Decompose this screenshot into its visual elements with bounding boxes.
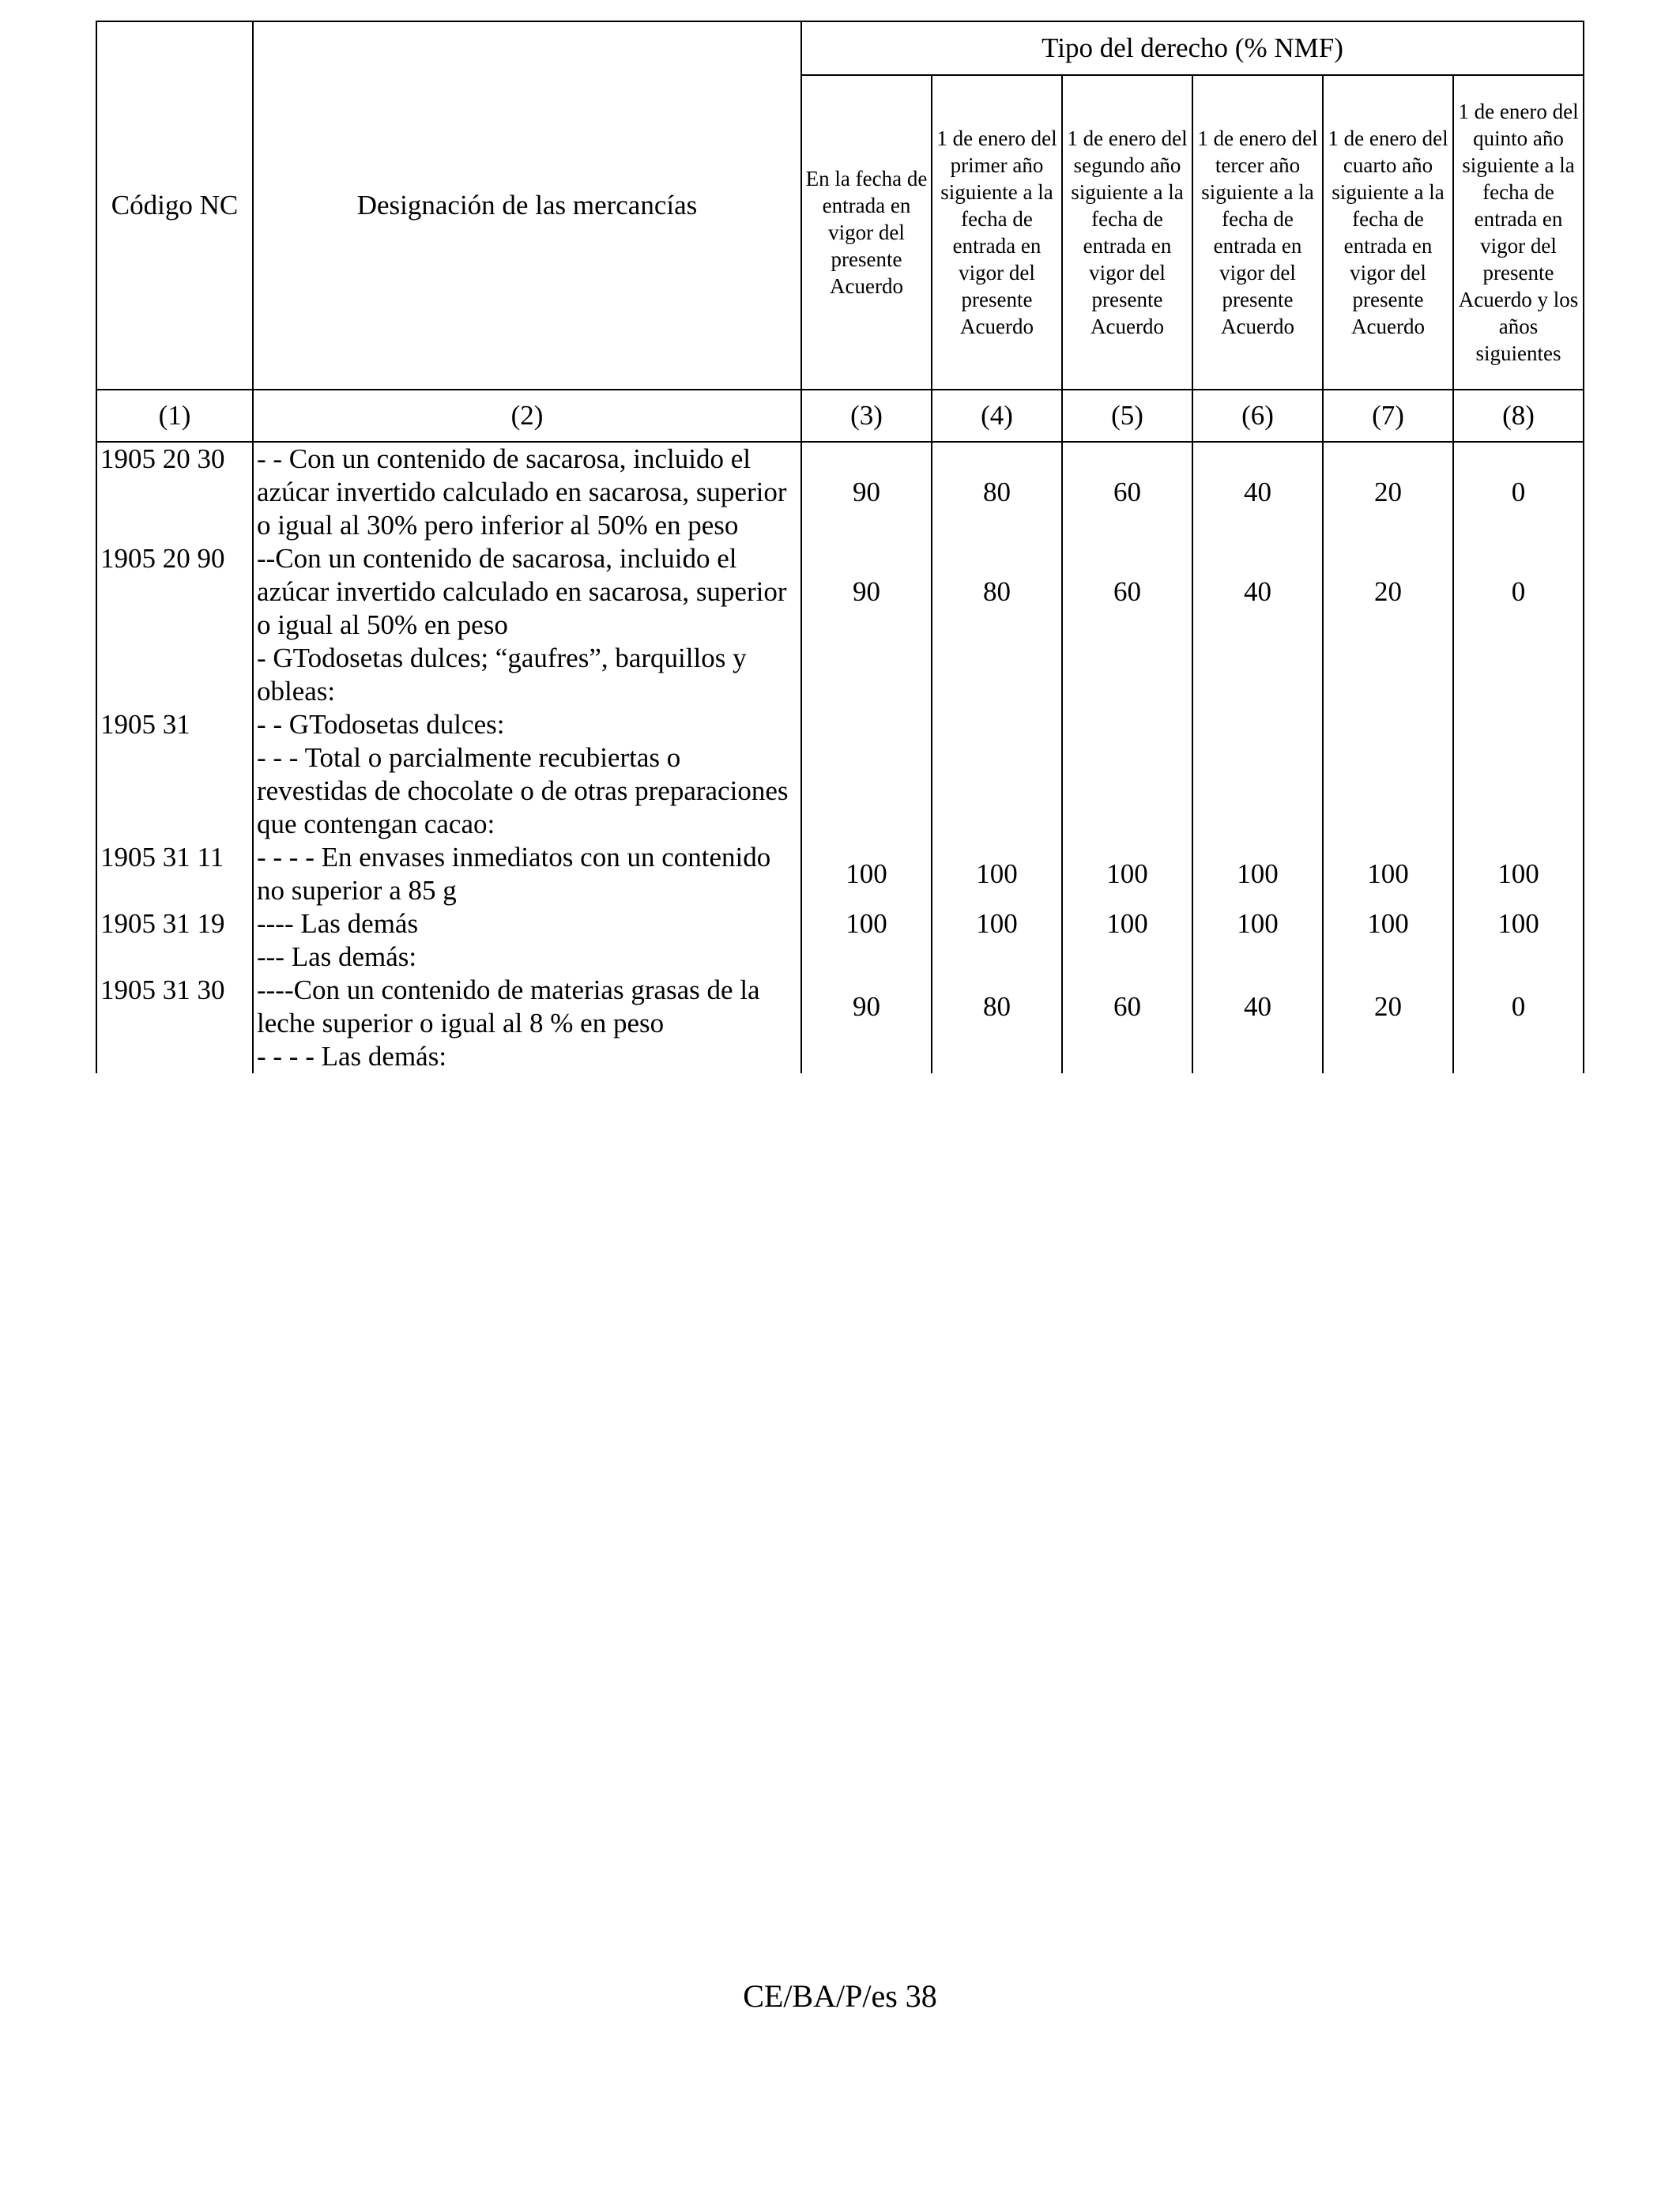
row-description: --- Las demás: <box>253 941 801 974</box>
row-rate-value: 100 <box>801 841 932 907</box>
row-code <box>96 941 253 974</box>
row-rate-value <box>1453 941 1584 974</box>
page-footer: CE/BA/P/es 38 <box>743 1978 937 2014</box>
row-rate-value <box>1062 642 1192 708</box>
row-rate-value <box>1453 708 1584 741</box>
row-code: 1905 31 <box>96 708 253 741</box>
row-rate-value: 0 <box>1453 442 1584 542</box>
row-rate-value <box>1323 1040 1453 1073</box>
row-rate-value: 100 <box>932 907 1062 941</box>
row-rate-value <box>801 642 932 708</box>
row-code: 1905 31 19 <box>96 907 253 941</box>
row-description: - - - - En envases inmediatos con un contenido no superior a 85 g <box>253 841 801 907</box>
row-rate-value: 40 <box>1192 442 1323 542</box>
row-rate-value <box>1323 941 1453 974</box>
row-rate-value <box>932 941 1062 974</box>
row-rate-value: 60 <box>1062 974 1192 1040</box>
row-rate-value: 40 <box>1192 974 1323 1040</box>
row-rate-value: 80 <box>932 974 1062 1040</box>
table-row <box>96 974 1584 1040</box>
row-rate-value <box>1323 708 1453 741</box>
row-rate-value <box>1192 642 1323 708</box>
row-rate-value: 20 <box>1323 442 1453 542</box>
row-rate-value <box>801 708 932 741</box>
row-rate-value <box>1062 741 1192 841</box>
column-number: (8) <box>1453 390 1584 442</box>
header-code: Código NC <box>96 21 253 390</box>
header-subcolumn: 1 de enero del primer año siguiente a la fecha de entrada en vigor del presente Acuerdo <box>932 75 1062 390</box>
header-description: Designación de las mercancías <box>253 21 801 390</box>
row-description: ----Con un contenido de materias grasas de la leche superior o igual al 8 % en peso <box>253 974 801 1040</box>
row-description: ---- Las demás <box>253 907 801 941</box>
table-row <box>96 941 1584 974</box>
row-description: --Con un contenido de sacarosa, incluido el azúcar invertido calculado en sacarosa, superior o igual al 50% en peso <box>253 542 801 642</box>
row-rate-value: 0 <box>1453 542 1584 642</box>
row-rate-value: 80 <box>932 442 1062 542</box>
row-rate-value <box>1192 708 1323 741</box>
row-rate-value <box>801 941 932 974</box>
column-number-row <box>96 390 1584 442</box>
row-code <box>96 642 253 708</box>
row-rate-value <box>1192 1040 1323 1073</box>
row-rate-value: 100 <box>1453 841 1584 907</box>
header-subcolumn: 1 de enero del cuarto año siguiente a la fecha de entrada en vigor del presente Acuerdo <box>1323 75 1453 390</box>
row-rate-value <box>1192 941 1323 974</box>
header-subcolumn: 1 de enero del quinto año siguiente a la fecha de entrada en vigor del presente Acuerdo y los años siguientes <box>1453 75 1584 390</box>
row-rate-value: 100 <box>1323 841 1453 907</box>
row-description: - - Con un contenido de sacarosa, incluido el azúcar invertido calculado en sacarosa, superior o igual al 30% pero inferior al 50% en peso <box>253 442 801 542</box>
column-number: (4) <box>932 390 1062 442</box>
row-rate-value: 100 <box>1062 907 1192 941</box>
row-rate-value: 100 <box>801 907 932 941</box>
table-row <box>96 542 1584 642</box>
row-code <box>96 741 253 841</box>
row-code: 1905 31 11 <box>96 841 253 907</box>
row-rate-value: 100 <box>1192 907 1323 941</box>
header-rate: Tipo del derecho (% NMF) <box>801 21 1584 75</box>
row-rate-value: 40 <box>1192 542 1323 642</box>
tariff-table <box>96 21 1584 1073</box>
row-description: - - - - Las demás: <box>253 1040 801 1073</box>
header-subcolumn: 1 de enero del tercer año siguiente a la fecha de entrada en vigor del presente Acuerdo <box>1192 75 1323 390</box>
row-code <box>96 1040 253 1073</box>
row-rate-value: 90 <box>801 542 932 642</box>
row-rate-value: 60 <box>1062 442 1192 542</box>
row-rate-value <box>1453 642 1584 708</box>
column-number: (7) <box>1323 390 1453 442</box>
row-rate-value <box>1323 642 1453 708</box>
row-rate-value <box>1062 941 1192 974</box>
row-rate-value <box>932 741 1062 841</box>
row-rate-value <box>932 642 1062 708</box>
row-code: 1905 31 30 <box>96 974 253 1040</box>
row-rate-value <box>932 1040 1062 1073</box>
table-row <box>96 841 1584 907</box>
header-subcolumn: En la fecha de entrada en vigor del presente Acuerdo <box>801 75 932 390</box>
row-rate-value: 0 <box>1453 974 1584 1040</box>
row-rate-value: 100 <box>1062 841 1192 907</box>
row-rate-value: 80 <box>932 542 1062 642</box>
row-rate-value: 90 <box>801 974 932 1040</box>
row-rate-value: 90 <box>801 442 932 542</box>
row-rate-value: 100 <box>932 841 1062 907</box>
table-row <box>96 741 1584 841</box>
row-rate-value <box>1453 741 1584 841</box>
row-description: - GTodosetas dulces; “gaufres”, barquillos y obleas: <box>253 642 801 708</box>
row-rate-value: 100 <box>1192 841 1323 907</box>
column-number: (2) <box>253 390 801 442</box>
row-rate-value <box>1062 708 1192 741</box>
table-row <box>96 442 1584 542</box>
row-rate-value: 60 <box>1062 542 1192 642</box>
row-rate-value <box>1323 741 1453 841</box>
table-row <box>96 1040 1584 1073</box>
column-number: (1) <box>96 390 253 442</box>
header-subcolumn: 1 de enero del segundo año siguiente a la fecha de entrada en vigor del presente Acuerdo <box>1062 75 1192 390</box>
row-rate-value <box>801 1040 932 1073</box>
row-rate-value: 100 <box>1323 907 1453 941</box>
row-rate-value: 100 <box>1453 907 1584 941</box>
row-code: 1905 20 90 <box>96 542 253 642</box>
table-row <box>96 642 1584 708</box>
column-number: (6) <box>1192 390 1323 442</box>
column-number: (5) <box>1062 390 1192 442</box>
row-rate-value <box>801 741 932 841</box>
row-code: 1905 20 30 <box>96 442 253 542</box>
row-rate-value <box>1192 741 1323 841</box>
row-rate-value: 20 <box>1323 542 1453 642</box>
row-description: - - GTodosetas dulces: <box>253 708 801 741</box>
row-description: - - - Total o parcialmente recubiertas o revestidas de chocolate o de otras preparaciones que contengan cacao: <box>253 741 801 841</box>
column-number: (3) <box>801 390 932 442</box>
row-rate-value <box>932 708 1062 741</box>
row-rate-value <box>1062 1040 1192 1073</box>
row-rate-value: 20 <box>1323 974 1453 1040</box>
table-row <box>96 907 1584 941</box>
table-row <box>96 708 1584 741</box>
row-rate-value <box>1453 1040 1584 1073</box>
